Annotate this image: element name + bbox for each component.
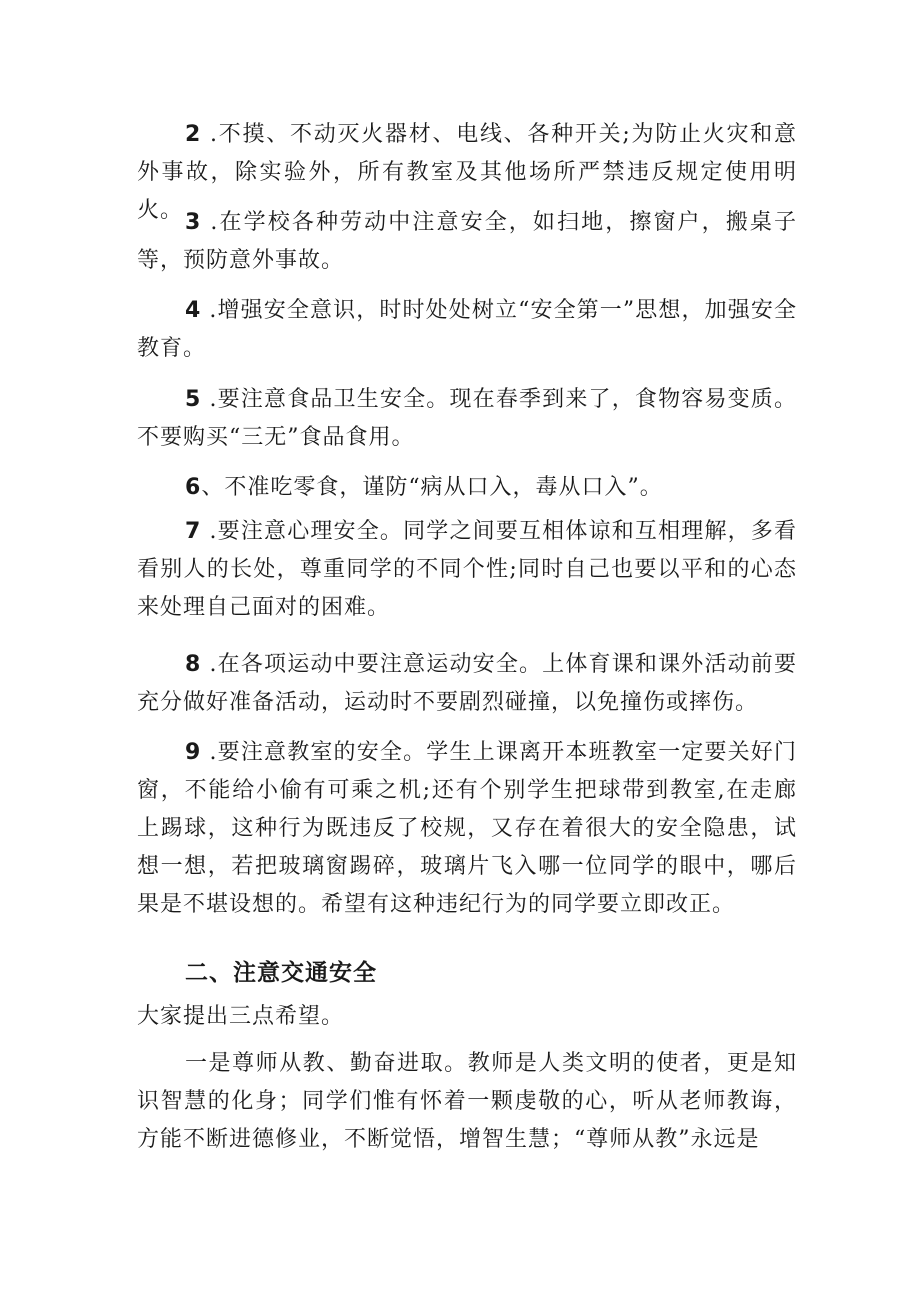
item-text: .要注意教室的安全。学生上课离开本班教室一定要关好门窗，不能给小偷有可乘之机;还有个别学生把球带到教室,在走廊上踢球，这种行为既违反了校规，又存在着很大的安全隐患，试想一想，若把玻璃窗踢碎，玻璃片飞入哪一位同学的眼中，哪后果是不堪设想的。希望有这种违纪行为的同学要立即改正。 — [137, 740, 797, 917]
item-9 — [137, 734, 797, 924]
item-number: 5 — [185, 387, 202, 412]
item-text: .不摸、不动灭火器材、电线、各种开关;为防止火灾和意外事故，除实验外，所有教室及其他场所严禁违反规定使用明火。 — [137, 122, 797, 223]
section-heading: 二、注意交通安全 — [185, 960, 377, 986]
item-7 — [137, 513, 797, 627]
item-text: .增强安全意识，时时处处树立“安全第一”思想，加强安全教育。 — [137, 298, 797, 361]
item-number: 3 — [185, 210, 202, 235]
item-number: 6 — [185, 475, 202, 500]
item-number: 7 — [185, 519, 202, 544]
item-text: .在学校各种劳动中注意安全，如扫地，擦窗户，搬桌子等，预防意外事故。 — [137, 210, 797, 273]
item-5 — [137, 381, 797, 457]
item-number: 4 — [185, 298, 202, 323]
item-text: .要注意食品卫生安全。现在春季到来了，食物容易变质。不要购买“三无”食品食用。 — [137, 387, 797, 450]
item-6 — [137, 469, 797, 507]
item-number: 9 — [185, 740, 202, 765]
item-8 — [137, 646, 797, 722]
item-text: 、不准吃零食，谨防“病从口入，毒从口入”。 — [201, 475, 663, 500]
item-text: .在各项运动中要注意运动安全。上体育课和课外活动前要充分做好准备活动，运动时不要剧烈碰撞，以免撞伤或摔伤。 — [137, 652, 797, 715]
item-number: 8 — [185, 652, 202, 677]
item-text: .要注意心理安全。同学之间要互相体谅和互相理解，多看看别人的长处，尊重同学的不同个性;同时自己也要以平和的心态来处理自己面对的困难。 — [137, 519, 797, 620]
item-3 — [137, 204, 797, 280]
intro-line: 大家提出三点希望。 — [137, 1004, 345, 1029]
closing-paragraph: 一是尊师从教、勤奋进取。教师是人类文明的使者，更是知识智慧的化身；同学们惟有怀着一颗虔敬的心，听从老师教诲，方能不断进德修业，不断觉悟，增智生慧；“尊师从教”永远是 — [137, 1051, 797, 1152]
item-number: 2 — [185, 122, 202, 147]
item-4 — [137, 292, 797, 368]
